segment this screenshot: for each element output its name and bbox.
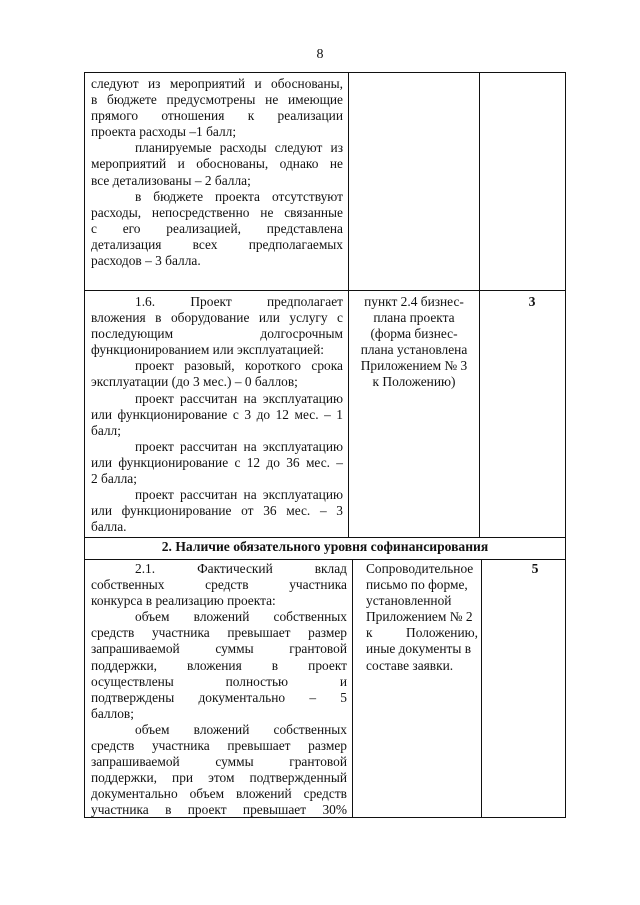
page-number: 8 xyxy=(316,47,324,62)
text-line: прямого отношения к реализации xyxy=(91,108,343,124)
section-2-title: 2. Наличие обязательного уровня софинансирования xyxy=(161,539,489,554)
row-1-6-criteria xyxy=(91,294,343,535)
text-line: последующим долгосрочным xyxy=(91,326,343,342)
text-line: балла. xyxy=(91,519,127,535)
text-line: расходы, непосредственно не связанные xyxy=(91,204,343,220)
table-divider-1 xyxy=(348,72,349,537)
text-line: проект разовый, короткого срока xyxy=(135,358,343,374)
text-line: или функционирование от 36 мес. – 3 xyxy=(91,503,343,519)
criteria-table xyxy=(84,72,566,818)
text-line: с его реализацией, представлена xyxy=(91,220,343,236)
text-line: средств участника превышает размер xyxy=(91,625,347,641)
text-line: мероприятий и обоснованы, однако не xyxy=(91,156,343,172)
text-line: планируемые расходы следуют из xyxy=(135,140,343,156)
text-line: плана проекта xyxy=(373,310,455,326)
table-border-right xyxy=(565,72,566,818)
text-line: детализация всех предполагаемых xyxy=(91,236,343,252)
text-line: проекта расходы –1 балл; xyxy=(91,124,237,140)
table-divider-1b xyxy=(352,559,353,818)
text-line: поддержки, вложения в проект xyxy=(91,657,347,673)
text-line: поддержки, при этом подтвержденный xyxy=(91,770,347,786)
row-1-6-score: 3 xyxy=(528,294,536,309)
text-line: 2.1. Фактический вклад xyxy=(135,561,347,576)
text-line: 2 балла; xyxy=(91,471,137,487)
text-line: запрашиваемой суммы грантовой xyxy=(91,641,347,657)
row-a-criteria xyxy=(91,76,343,269)
text-line: к Положению) xyxy=(372,374,456,390)
text-line: в бюджете предусмотрены не имеющие xyxy=(91,92,343,108)
text-line: функционированием или эксплуатацией: xyxy=(91,342,324,358)
row-separator-1 xyxy=(84,290,566,291)
text-line: в бюджете проекта отсутствуют xyxy=(135,188,343,204)
text-line: Приложением № 2 xyxy=(366,609,473,625)
text-line: установленной xyxy=(366,593,452,609)
text-line: участника в проект превышает 30% xyxy=(91,802,347,818)
row-2-1-criteria xyxy=(91,561,347,819)
text-line: подтверждены документально – 5 xyxy=(91,689,347,705)
table-divider-2b xyxy=(481,559,482,818)
text-line: иные документы в xyxy=(366,641,472,657)
table-border-left xyxy=(84,72,85,818)
text-line: к Положению, xyxy=(366,625,478,641)
text-line: плана установлена xyxy=(360,342,468,358)
text-line: или функционирование с 3 до 12 мес. – 1 xyxy=(91,406,343,422)
text-line: запрашиваемой суммы грантовой xyxy=(91,754,347,770)
text-line: Сопроводительное xyxy=(366,561,474,576)
text-line: проект рассчитан на эксплуатацию xyxy=(135,438,343,454)
text-line: проект рассчитан на эксплуатацию xyxy=(135,487,343,503)
text-line: (форма бизнес- xyxy=(370,326,458,342)
text-line: балл; xyxy=(91,422,121,438)
text-line: эксплуатации (до 3 мес.) – 0 баллов; xyxy=(91,374,298,390)
text-line: письмо по форме, xyxy=(366,577,468,593)
text-line: баллов; xyxy=(91,705,134,721)
table-border-top xyxy=(84,72,566,73)
row-1-6-document xyxy=(352,294,476,391)
text-line: Приложением № 3 xyxy=(360,358,468,374)
text-line: все детализованы – 2 балла; xyxy=(91,172,251,188)
text-line: составе заявки. xyxy=(366,657,454,673)
text-line: проект рассчитан на эксплуатацию xyxy=(135,390,343,406)
text-line: расходов – 3 балла. xyxy=(91,253,201,269)
text-line: пункт 2.4 бизнес- xyxy=(364,294,464,309)
text-line: собственных средств участника xyxy=(91,577,347,593)
row-separator-2 xyxy=(84,537,566,538)
text-line: средств участника превышает размер xyxy=(91,738,347,754)
text-line: следуют из мероприятий и обоснованы, xyxy=(91,76,343,91)
row-2-1-document xyxy=(366,561,478,674)
row-separator-3 xyxy=(84,559,566,560)
text-line: документально объем вложений средств xyxy=(91,786,347,802)
text-line: 1.6. Проект предполагает xyxy=(135,294,343,309)
row-2-1-score: 5 xyxy=(531,561,539,576)
text-line: вложения в оборудование или услугу с xyxy=(91,310,343,326)
text-line: объем вложений собственных xyxy=(135,721,347,737)
text-line: объем вложений собственных xyxy=(135,609,347,625)
text-line: или функционирование с 12 до 36 мес. – xyxy=(91,454,343,470)
text-line: осуществлены полностью и xyxy=(91,673,347,689)
text-line: конкурса в реализацию проекта: xyxy=(91,593,276,609)
